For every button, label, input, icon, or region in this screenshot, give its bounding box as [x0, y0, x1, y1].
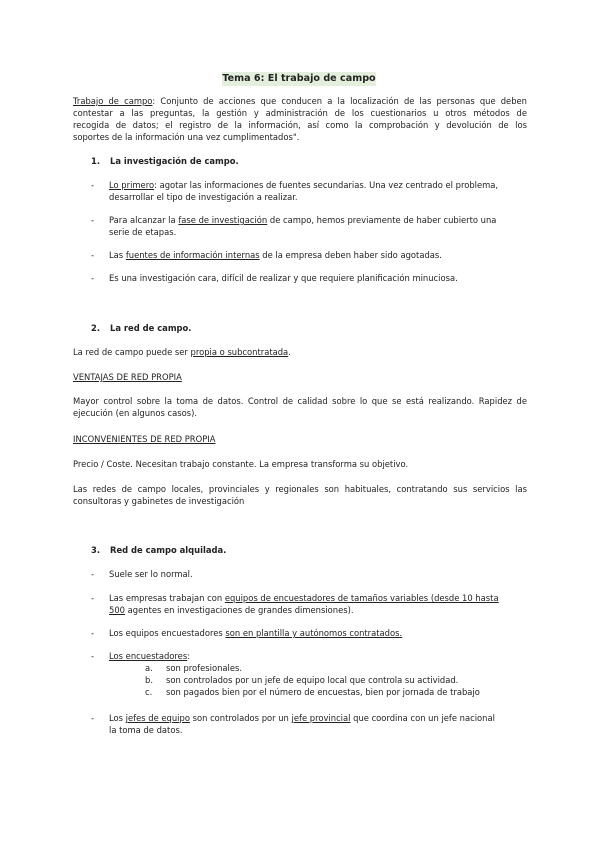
s1-bullet-4: Es una investigación cara, difícil de realizar y que requiere planificación minuciosa.	[109, 273, 458, 283]
sub-item-text: son pagados bien por el número de encuestas, bien por jornada de trabajo	[166, 687, 480, 697]
section-2-number: 2.	[91, 323, 101, 333]
section-1-number: 1.	[91, 156, 101, 166]
s2-paragraph-1	[73, 346, 291, 359]
s3-b2-pre: Las empresas trabajan con	[109, 593, 225, 603]
redes-line-2: consultoras y gabinetes de investigación	[73, 496, 245, 506]
intro-term: Trabajo de campo	[73, 96, 153, 106]
sub-item-text: son controlados por un jefe de equipo local que controla su actividad.	[166, 675, 459, 685]
s3-bullet-1: Suele ser lo normal.	[109, 569, 193, 579]
s1-b2-pre: Para alcanzar la	[109, 215, 179, 225]
section-3-number: 3.	[91, 545, 101, 555]
s3-b3-link: son en plantilla y autónomos contratados.	[225, 628, 403, 638]
ventajas-heading: VENTAJAS DE RED PROPIA	[73, 372, 182, 382]
s3-b5-pre: Los	[109, 713, 126, 723]
s1-bullet-1-line-2: desarrollar el tipo de investigación a realizar.	[109, 192, 298, 202]
s2-p1-pre: La red de campo puede ser	[73, 347, 191, 357]
sub-item-letter: c.	[145, 687, 153, 697]
s3-b4-link: Los encuestadores	[109, 651, 188, 661]
inconvenientes-heading: INCONVENIENTES DE RED PROPIA	[73, 434, 216, 444]
s3-b3-pre: Los equipos encuestadores	[109, 628, 226, 638]
sub-item-letter: b.	[145, 675, 153, 685]
s3-b5-link: jefes de equipo	[125, 713, 190, 723]
s1-bullet-3	[109, 249, 442, 262]
bullet-dash: -	[91, 651, 95, 661]
s3-b5-link2: jefe provincial	[291, 713, 351, 723]
redes-line-1: Las redes de campo locales, provinciales y regionales son habituales, contratando sus servicios las	[73, 484, 527, 494]
bullet-dash: -	[91, 593, 95, 603]
section-3-heading: Red de campo alquilada.	[110, 545, 227, 555]
bullet-dash: -	[91, 250, 95, 260]
s3-bullet-3	[109, 627, 402, 640]
intro-line-4: soportes de la información una vez cumplimentados".	[73, 132, 300, 142]
s3-bullet-2-line-2	[109, 604, 354, 617]
bullet-dash: -	[91, 569, 95, 579]
intro-line-3: recogida de datos; el registro de la información, así como la comprobación y devolución de los	[73, 120, 527, 130]
s2-p1-end: .	[288, 347, 291, 357]
intro-line-2: contestar a las preguntas, la gestión y administración de los cuestionarios u otros métodos de	[73, 108, 527, 118]
s2-p1-link: propia o subcontratada	[190, 347, 289, 357]
ventajas-line-1: Mayor control sobre la toma de datos. Control de calidad sobre lo que se está realizando. Rapidez de	[73, 396, 527, 406]
s3-b5-rest: que coordina con un jefe nacional	[350, 713, 495, 723]
s1-bullet-2-line-2: serie de etapas.	[109, 227, 177, 237]
ventajas-line-2: ejecución (en algunos casos).	[73, 408, 198, 418]
intro-line-1-text: : Conjunto de acciones que conducen a la localización de las personas que deben	[152, 96, 527, 106]
bullet-dash: -	[91, 713, 95, 723]
s1-b1-link: Lo primero	[109, 180, 155, 190]
section-1-heading: La investigación de campo.	[110, 156, 239, 166]
bullet-dash: -	[91, 215, 95, 225]
bullet-dash: -	[91, 273, 95, 283]
s1-b3-rest: de la empresa deben haber sido agotadas.	[259, 250, 442, 260]
s1-b1-rest: : agotar las informaciones de fuentes secundarias. Una vez centrado el problema,	[154, 180, 499, 190]
inconvenientes-text: Precio / Coste. Necesitan trabajo constante. La empresa transforma su objetivo.	[73, 459, 409, 469]
bullet-dash: -	[91, 180, 95, 190]
s3-b2-link2: 500	[109, 605, 125, 615]
s1-b3-link: fuentes de información internas	[125, 250, 260, 260]
s3-b2-rest2: agentes en investigaciones de grandes dimensiones).	[125, 605, 354, 615]
s3-bullet-5-line-2: la toma de datos.	[109, 725, 183, 735]
s3-b2-link: equipos de encuestadores de tamaños variables (desde 10 hasta	[224, 593, 499, 603]
bullet-dash: -	[91, 628, 95, 638]
s1-b2-link: fase de investigación	[178, 215, 268, 225]
s1-b3-pre: Las	[109, 250, 126, 260]
s3-b5-mid: son controlados por un	[189, 713, 292, 723]
s3-b4-end: :	[187, 651, 191, 661]
s1-b2-rest: de campo, hemos previamente de haber cubierto una	[267, 215, 497, 225]
page-title: Tema 6: El trabajo de campo	[222, 73, 376, 84]
sub-item-text: son profesionales.	[166, 663, 243, 673]
sub-item-letter: a.	[145, 663, 153, 673]
section-2-heading: La red de campo.	[110, 323, 192, 333]
